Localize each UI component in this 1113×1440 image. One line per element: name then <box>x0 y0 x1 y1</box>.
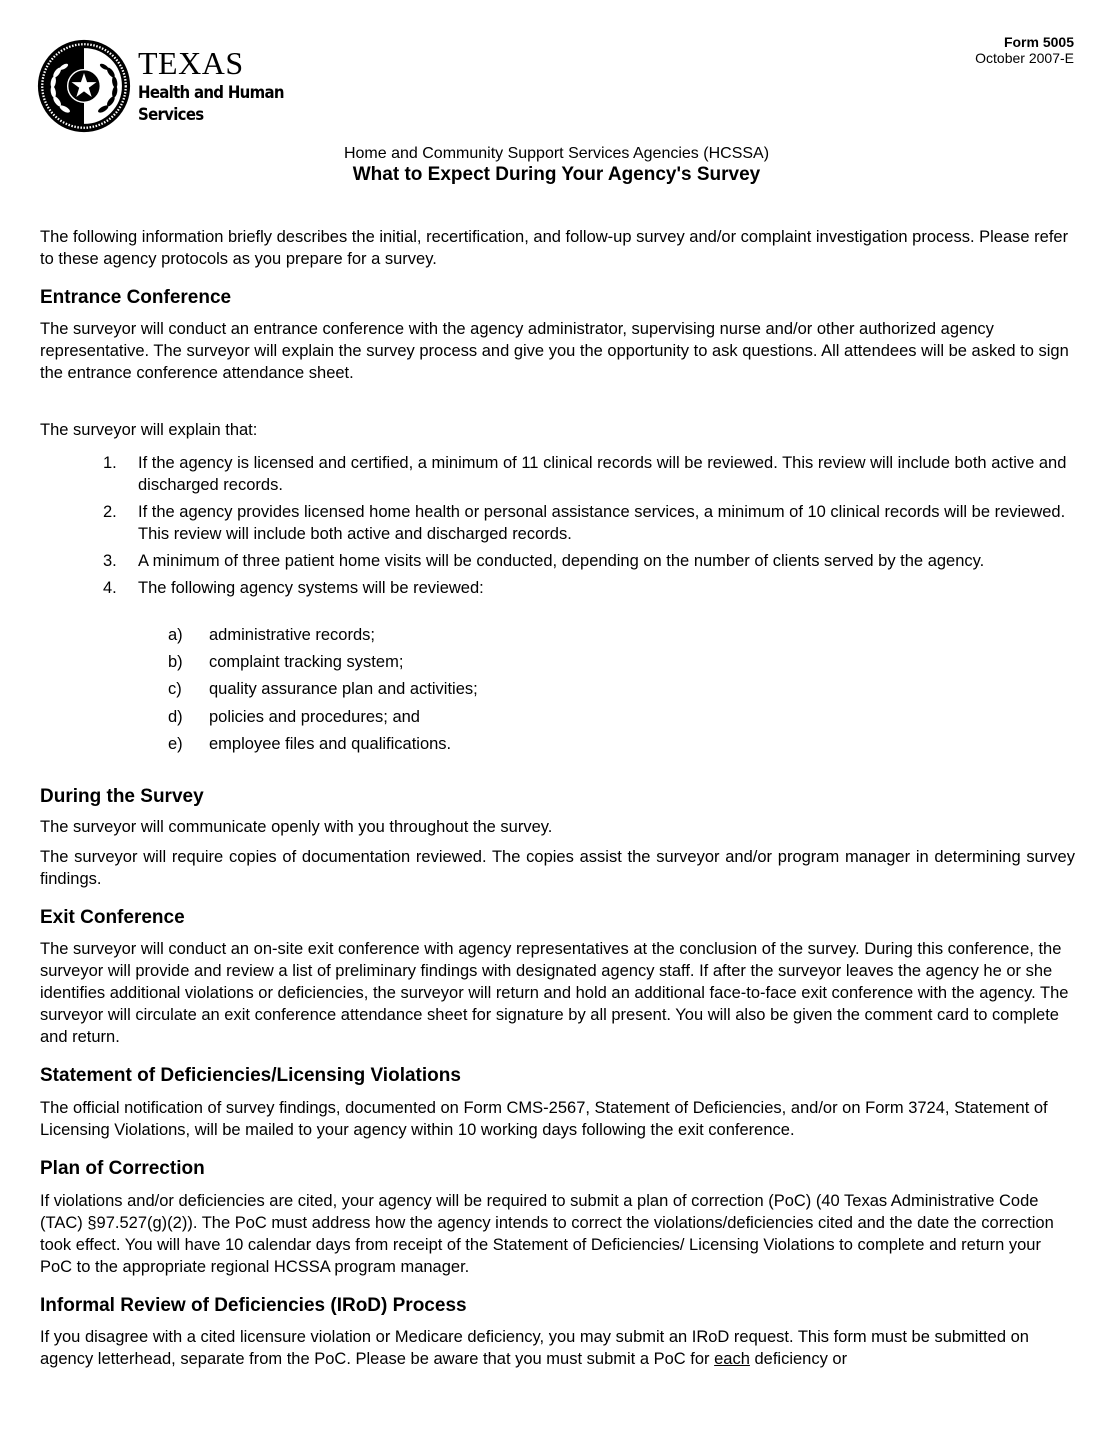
document-body <box>40 226 1075 1370</box>
list-item <box>103 452 1075 496</box>
list-item-text: policies and procedures; and <box>209 707 420 726</box>
logo-wordmark <box>138 44 304 126</box>
list-item-text: The following agency systems will be reviewed: <box>138 579 484 597</box>
document-title-block <box>0 144 1113 187</box>
list-item-text: complaint tracking system; <box>209 653 404 672</box>
form-number: Form 5005 <box>1003 34 1074 50</box>
poc-paragraph: If violations and/or deficiencies are cited, your agency will be required to submit a plan of correction (PoC) (40 Texas Administrative Code (TAC) §97.527(g)(2)). The PoC must address how the agency intends to correct the violations/deficiencies cited and the date the correction took effect. You will have 10 calendar days from receipt of the Statement of Deficiencies/ Licensing Violations to complete and return your PoC to the appropriate regional HCSSA program manager. <box>40 1191 1054 1276</box>
list-item-number: 3. <box>103 552 117 570</box>
list-item-letter: c) <box>168 680 182 699</box>
list-item <box>103 550 1075 572</box>
form-identifier <box>975 34 1074 66</box>
heading-irod-process: Informal Review of Deficiencies (IRoD) Process <box>40 1294 467 1316</box>
heading-exit-conference: Exit Conference <box>40 906 185 928</box>
intro-paragraph: The following information briefly describes the initial, recertification, and follow-up survey and/or complaint investigation process. Please refer to these agency protocols as you prepare for a survey. <box>40 228 1069 268</box>
systems-reviewed-list <box>168 621 1075 758</box>
irod-text-part2: deficiency or <box>749 1349 848 1368</box>
list-item-text: If the agency provides licensed home health or personal assistance services, a minimum of 10 clinical records will be reviewed. This review will include both active and discharged records. <box>138 503 1066 543</box>
irod-emphasis-each: each <box>714 1349 750 1368</box>
list-item <box>168 648 1075 675</box>
irod-paragraph <box>40 1326 1075 1370</box>
document-title: What to Expect During Your Agency's Survey <box>352 164 761 185</box>
list-item-text: A minimum of three patient home visits will be conducted, depending on the number of clients served by the agency. <box>138 552 985 570</box>
list-item-text: administrative records; <box>209 625 375 644</box>
list-item-text: If the agency is licensed and certified, a minimum of 11 clinical records will be reviewed. This review will include both active and discharged records. <box>138 454 1067 494</box>
heading-during-survey: During the Survey <box>40 785 204 807</box>
texas-seal-icon <box>36 38 132 134</box>
during-paragraph-1: The surveyor will communicate openly with you throughout the survey. <box>40 817 553 836</box>
list-item-text: employee files and qualifications. <box>209 735 452 754</box>
list-item-number: 1. <box>103 454 117 472</box>
list-item-number: 2. <box>103 503 117 521</box>
list-item <box>103 501 1075 545</box>
entrance-paragraph: The surveyor will conduct an entrance conference with the agency administrator, supervising nurse and/or other authorized agency representative. The surveyor will explain the survey process and give you the opportunity to ask questions. All attendees will be asked to sign the entrance conference attendance sheet. <box>40 320 1069 382</box>
logo-agency-line1: Health and Human <box>138 82 284 103</box>
document-subtitle: Home and Community Support Services Agencies (HCSSA) <box>343 145 770 162</box>
list-item-letter: b) <box>168 653 183 672</box>
irod-text-part1: If you disagree with a cited licensure violation or Medicare deficiency, you may submit an IRoD request. This form must be submitted on agency letterhead, separate from the PoC. Please be aware that you must submit a PoC for <box>40 1327 1029 1368</box>
logo-state: TEXAS <box>138 44 244 81</box>
form-date: October 2007-E <box>975 50 1074 66</box>
list-item-text: quality assurance plan and activities; <box>209 680 478 699</box>
exit-paragraph: The surveyor will conduct an on-site exit conference with agency representatives at the conclusion of the survey. During this conference, the surveyor will provide and review a list of preliminary findings with designated agency staff. If after the surveyor leaves the agency he or she identifies additional violations or deficiencies, the surveyor will return and hold an additional face-to-face exit conference with the agency. The surveyor will circulate an exit conference attendance sheet for signature by all present. You will also be given the comment card to complete and return. <box>40 939 1069 1046</box>
list-item-letter: d) <box>168 707 183 726</box>
list-item-number: 4. <box>103 579 117 597</box>
list-item <box>103 577 1075 599</box>
list-item <box>168 621 1075 648</box>
heading-entrance-conference: Entrance Conference <box>40 287 232 308</box>
statement-paragraph: The official notification of survey findings, documented on Form CMS-2567, Statement of Deficiencies, and/or on Form 3724, Statement of Licensing Violations, will be mailed to your agency within 10 working days following the exit conference. <box>40 1098 1048 1139</box>
hhs-logo <box>36 36 296 136</box>
list-item-letter: a) <box>168 625 183 644</box>
during-paragraph-2: The surveyor will require copies of documentation reviewed. The copies assist the surveyor and/or program manager in determining survey findings. <box>40 847 1075 888</box>
list-item-letter: e) <box>168 735 183 754</box>
list-item <box>168 676 1075 703</box>
entrance-numbered-list <box>103 452 1075 599</box>
heading-plan-of-correction: Plan of Correction <box>40 1157 205 1179</box>
list-item <box>168 731 1075 758</box>
logo-agency-line2: Services <box>138 104 204 125</box>
entrance-lead-in: The surveyor will explain that: <box>40 421 258 439</box>
heading-statement-of-deficiencies: Statement of Deficiencies/Licensing Violations <box>40 1064 461 1086</box>
list-item <box>168 703 1075 730</box>
